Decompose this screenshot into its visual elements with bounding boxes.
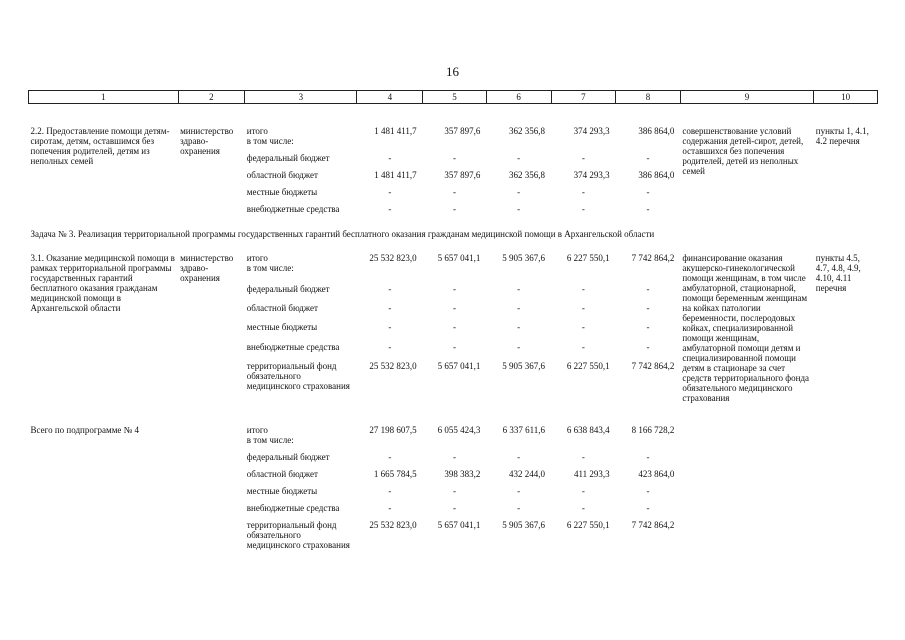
column-number: 2 [178,91,245,104]
amount-cell: - [452,452,456,462]
amount-cell: - [452,341,456,352]
amount-cell: - [581,503,585,513]
amount-cell: - [452,187,456,197]
funding-source: федеральный бюджет [246,283,330,294]
column-number: 1 [29,91,179,104]
amount-cell: - [517,486,521,496]
funding-source: итого в том числе: [246,126,294,146]
amount-cell: 5 657 041,1 [437,360,481,371]
funding-source: итого в том числе: [246,253,294,273]
funding-source: областной бюджет [246,170,318,180]
column-number: 7 [551,91,616,104]
amount-cell: 386 864,0 [638,170,675,180]
amount-cell: 362 356,8 [509,126,545,136]
expected-result [680,425,813,557]
spacer [29,403,878,425]
table-row [29,126,878,153]
amount-cell: - [388,486,392,496]
funding-source: федеральный бюджет [246,452,330,462]
amount-cell: 6 227 550,1 [566,360,610,371]
amount-cell: - [452,204,456,214]
amount-cell: - [517,204,521,214]
column-number: 10 [814,91,878,104]
executor [178,425,245,557]
amount-cell: 411 293,3 [574,469,610,479]
amount-cell: - [646,302,650,313]
amount-cell: 5 657 041,1 [437,253,481,263]
spacer [29,104,878,127]
measure-name: 2.2. Предоставление помощи детям-сиротам, детям, оставшимся без попечения родителей, детям из неполных семей [30,126,170,166]
amount-cell: 8 166 728,2 [631,425,675,435]
column-number: 5 [423,91,487,104]
funding-source: областной бюджет [246,302,318,313]
amount-cell: 6 638 843,4 [566,425,610,435]
amount-cell: - [581,486,585,496]
amount-cell: - [388,503,392,513]
amount-cell: - [452,503,456,513]
funding-source: итого в том числе: [246,425,294,445]
amount-cell: - [646,486,650,496]
amount-cell: - [452,153,456,163]
amount-cell: - [388,153,392,163]
reference: пункты 4.5, 4.7, 4.8, 4.9, 4.10, 4.11 перечня [815,253,861,293]
column-number: 4 [357,91,423,104]
amount-cell: 432 244,0 [509,469,545,479]
funding-source: местные бюджеты [246,486,318,496]
amount-cell: 362 356,8 [509,170,545,180]
amount-cell: 1 665 784,5 [373,469,417,479]
amount-cell: 1 481 411,7 [374,126,417,136]
amount-cell: 386 864,0 [638,126,675,136]
column-number: 6 [486,91,551,104]
funding-source: внебюджетные средства [246,503,340,513]
amount-cell: - [581,187,585,197]
amount-cell: 27 198 607,5 [369,425,417,435]
amount-cell: 398 383,2 [444,469,481,479]
column-number: 9 [680,91,813,104]
amount-cell: - [581,452,585,462]
amount-cell: - [581,322,585,333]
column-number-row [29,91,878,104]
table-row [29,253,878,284]
amount-cell: 7 742 864,2 [631,253,675,263]
funding-source: федеральный бюджет [246,153,330,163]
amount-cell: - [452,283,456,294]
funding-source: внебюджетные средства [246,204,340,214]
funding-source: территориальный фонд обязательного медицинского страхования [246,520,350,550]
task-row [29,221,878,253]
funding-source: местные бюджеты [246,322,318,333]
amount-cell: - [517,153,521,163]
amount-cell: - [646,452,650,462]
spacer-row [29,403,878,425]
executor: министерство здраво-охранения [180,253,234,283]
amount-cell: 423 864,0 [638,469,675,479]
amount-cell: 25 532 823,0 [369,520,417,530]
amount-cell: - [517,283,521,294]
amount-cell: - [388,187,392,197]
amount-cell: 5 905 367,6 [502,253,545,263]
reference [814,425,878,557]
reference: пункты 1, 4.1, 4.2 перечня [815,126,869,146]
amount-cell: 5 905 367,6 [502,520,545,530]
amount-cell: - [452,322,456,333]
funding-source: территориальный фонд обязательного медицинского страхования [246,360,350,391]
amount-cell: - [581,204,585,214]
amount-cell: - [388,283,392,294]
measure-name: Всего по подпрограмме № 4 [30,425,139,435]
measure-name: 3.1. Оказание медицинской помощи в рамках территориальной программы государственных гарантий бесплатного оказания гражданам медицинской помощи в Архангельской области [30,253,175,313]
amount-cell: 5 657 041,1 [437,520,481,530]
amount-cell: - [646,503,650,513]
amount-cell: - [581,302,585,313]
column-number: 8 [616,91,681,104]
executor: министерство здраво-охранения [180,126,234,156]
amount-cell: - [452,486,456,496]
funding-source: местные бюджеты [246,187,318,197]
task-heading: Задача № 3. Реализация территориальной программы государственных гарантий бесплатного оказания гражданам медицинской помощи в Архангельской области [30,229,655,239]
amount-cell: - [646,204,650,214]
amount-cell: 6 055 424,3 [437,425,481,435]
amount-cell: - [581,153,585,163]
funding-source: внебюджетные средства [246,341,340,352]
amount-cell: - [388,341,392,352]
amount-cell: 6 337 611,6 [502,425,545,435]
amount-cell: - [517,503,521,513]
amount-cell: - [517,322,521,333]
amount-cell: 6 227 550,1 [566,520,610,530]
program-table [28,90,878,557]
amount-cell: - [517,302,521,313]
amount-cell: - [646,283,650,294]
amount-cell: - [581,283,585,294]
table-row [29,425,878,452]
amount-cell: 357 897,6 [444,126,481,136]
amount-cell: - [581,341,585,352]
column-number: 3 [245,91,357,104]
amount-cell: - [517,452,521,462]
amount-cell: 374 293,3 [573,126,610,136]
expected-result: финансирование оказания акушерско-гинекологической помощи женщинам, в том числе амбулаторной, стационарной, помощи беременным женщинам на койках патологии беременности, послеродовых койках, специализированной помощи женщинам, амбулаторной помощи детям и специализированной помощи детям в стационаре за счет средств территориального фонда обязательного медицинского страхования [682,253,810,403]
amount-cell: 7 742 864,2 [631,520,675,530]
expected-result: совершенствование условий содержания детей-сирот, детей, оставшихся без попечения родителей, детей из неполных семей [682,126,804,176]
amount-cell: 6 227 550,1 [566,253,610,263]
amount-cell: - [517,187,521,197]
amount-cell: - [646,322,650,333]
amount-cell: - [452,302,456,313]
amount-cell: - [646,153,650,163]
amount-cell: - [388,452,392,462]
amount-cell: 25 532 823,0 [369,253,417,263]
amount-cell: 5 905 367,6 [502,360,545,371]
amount-cell: 374 293,3 [573,170,610,180]
amount-cell: 7 742 864,2 [631,360,675,371]
amount-cell: - [646,187,650,197]
table-body [29,104,878,558]
funding-source: областной бюджет [246,469,318,479]
amount-cell: - [388,322,392,333]
amount-cell: - [388,302,392,313]
amount-cell: 357 897,6 [444,170,481,180]
amount-cell: - [646,341,650,352]
amount-cell: - [388,204,392,214]
amount-cell: 25 532 823,0 [369,360,417,371]
amount-cell: - [517,341,521,352]
page-number: 16 [446,64,459,79]
amount-cell: 1 481 411,7 [374,170,417,180]
